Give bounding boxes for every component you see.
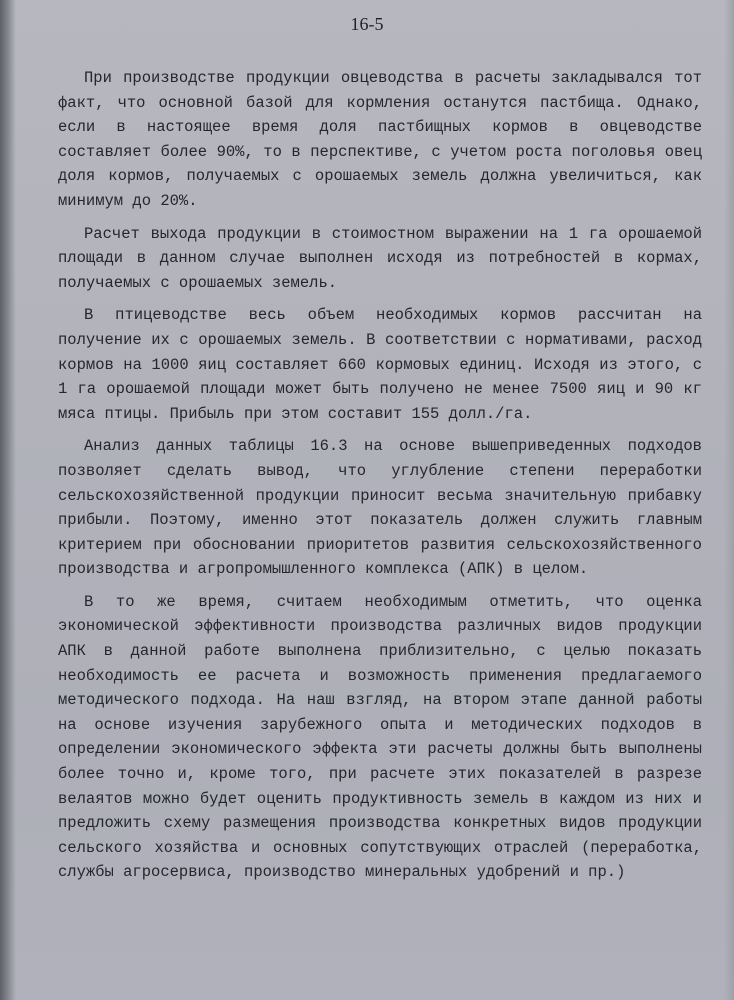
page-edge-shadow [724, 0, 734, 1000]
text-line: Расчет выхода продукции в стоимостном выражении на 1 га орошаемой [84, 224, 702, 243]
paragraph [58, 590, 702, 885]
text-line: получаемых с орошаемых земель. [58, 273, 338, 292]
text-line: Анализ данных таблицы 16.3 на основе вышеприведенных подходов [84, 437, 702, 456]
text-line: минимум до 20%. [58, 191, 198, 210]
text-line: позволяет сделать вывод, что углубление степени переработки [58, 461, 702, 480]
text-line: производства и агропромышленного комплекса (АПК) в целом. [58, 560, 589, 579]
paragraph [58, 303, 702, 426]
text-line: более точно и, кроме того, при расчете этих показателей в разрезе [58, 765, 702, 784]
text-line: факт, что основной базой для кормления останутся пастбища. Однако, [58, 93, 702, 112]
text-line: определении экономического эффекта эти расчеты должны быть выполнены [58, 740, 702, 759]
text-line: прибыли. Поэтому, именно этот показатель должен служить главным [58, 511, 702, 530]
text-line: методического подхода. На наш взгляд, на втором этапе данной работы [58, 691, 702, 710]
text-line: необходимость ее расчета и возможность применения предлагаемого [58, 666, 702, 685]
text-line: если в настоящее время доля пастбищных кормов в овцеводстве [58, 118, 702, 137]
text-line: велаятов можно будет оценить продуктивность земель в каждом из них и [58, 789, 702, 808]
text-line: АПК в данной работе выполнена приблизительно, с целью показать [58, 642, 702, 661]
text-line: доля кормов, получаемых с орошаемых земель должна увеличиться, как [58, 167, 702, 186]
text-line: критерием при обосновании приоритетов развития сельскохозяйственного [58, 535, 702, 554]
text-line: экономической эффективности производства различных видов продукции [58, 617, 702, 636]
text-line: составляет более 90%, то в перспективе, с учетом роста поголовья овец [58, 142, 702, 161]
paragraph [58, 66, 702, 214]
text-line: предложить схему размещения производства конкретных видов продукции [58, 814, 702, 833]
text-line: сельскохозяйственной продукции приносит весьма значительную прибавку [58, 486, 702, 505]
text-line: мяса птицы. Прибыль при этом составит 155 долл./га. [58, 404, 533, 423]
paragraph [58, 434, 702, 582]
text-line: кормов на 1000 яиц составляет 660 кормовых единиц. Исходя из этого, с [58, 355, 702, 374]
paragraph [58, 222, 702, 296]
page-number: 16-5 [350, 14, 384, 34]
text-line: При производстве продукции овцеводства в расчеты закладывался тот [84, 69, 702, 87]
text-line: службы агросервиса, производство минеральных удобрений и пр.) [58, 863, 626, 882]
text-line: В птицеводстве весь объем необходимых кормов рассчитан на [84, 306, 702, 325]
text-line: сельского хозяйства и основных сопутствующих отраслей (переработка, [58, 838, 702, 857]
text-line: получение их с орошаемых земель. В соответствии с нормативами, расход [58, 330, 702, 349]
text-line: площади в данном случае выполнен исходя из потребностей в кормах, [58, 249, 702, 268]
text-line: 1 га орошаемой площади может быть получено не менее 7500 яиц и 90 кг [58, 380, 702, 399]
binding-shadow [0, 0, 16, 1000]
text-line: В то же время, считаем необходимым отметить, что оценка [84, 592, 702, 611]
text-line: на основе изучения зарубежного опыта и методических подходов в [58, 715, 702, 734]
body-text [58, 66, 702, 893]
